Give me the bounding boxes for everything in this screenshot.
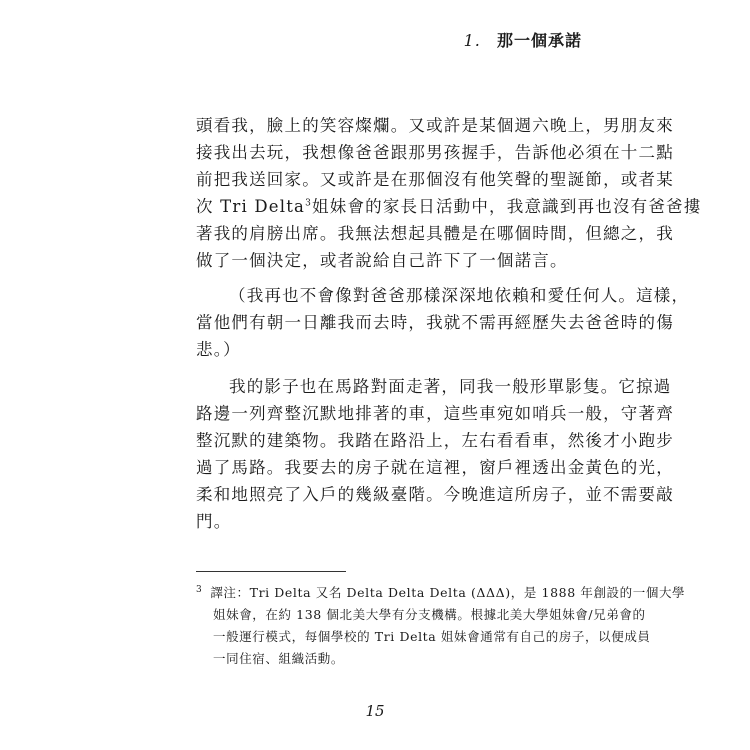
text-line: 路邊一列齊整沉默地排著的車，這些車宛如哨兵一般，守著齊 bbox=[196, 404, 674, 423]
text-line: 做了一個決定，或者說給自己許下了一個諾言。 bbox=[196, 251, 568, 270]
text-line: （我再也不會像對爸爸那樣深深地依賴和愛任何人。這樣， bbox=[229, 286, 690, 305]
text-line: 頭看我，臉上的笑容燦爛。又或許是某個週六晚上，男朋友來 bbox=[196, 116, 674, 135]
text-fragment: 次 Tri Delta bbox=[196, 197, 306, 216]
footnote-text: 譯注：Tri Delta 又名 Delta Delta Delta (ΔΔΔ)，是 1888 年創設的一個大學 bbox=[210, 585, 686, 600]
text-line: 過了馬路。我要去的房子就在這裡，窗戶裡透出金黃色的光， bbox=[196, 458, 674, 477]
text-fragment: 姐妹會的家長日活動中，我意識到再也沒有爸爸摟 bbox=[312, 197, 702, 216]
running-head bbox=[464, 28, 582, 51]
text-line-with-footnote bbox=[196, 193, 702, 220]
text-line: 整沉默的建築物。我踏在路沿上，左右看看車，然後才小跑步 bbox=[196, 431, 674, 450]
footnote-line: 姐妹會，在約 138 個北美大學有分支機構。根據北美大學姐妹會/兄弟會的 bbox=[213, 607, 646, 622]
text-line: 接我出去玩，我想像爸爸跟那男孩握手，告訴他必須在十二點 bbox=[196, 143, 674, 162]
chapter-number: 1. bbox=[463, 31, 481, 50]
footnote-line bbox=[196, 582, 686, 604]
footnote-line: 一般運行模式，每個學校的 Tri Delta 姐妹會通常有自己的房子，以便成員 bbox=[213, 629, 651, 644]
text-line: 前把我送回家。又或許是在那個沒有他笑聲的聖誕節，或者某 bbox=[196, 170, 674, 189]
text-line: 著我的肩膀出席。我無法想起具體是在哪個時間，但總之，我 bbox=[196, 224, 674, 243]
footnote-marker: 3 bbox=[196, 584, 203, 595]
text-line: 柔和地照亮了入戶的幾級臺階。今晚進這所房子，並不需要敲 bbox=[196, 485, 674, 504]
chapter-title: 那一個承諾 bbox=[496, 31, 582, 50]
footnote bbox=[196, 582, 686, 670]
page-number: 15 bbox=[365, 702, 385, 720]
paragraph-2 bbox=[196, 282, 690, 363]
text-line: 我的影子也在馬路對面走著，同我一般形單影隻。它掠過 bbox=[229, 377, 672, 396]
footnote-line: 一同住宿、組織活動。 bbox=[213, 651, 345, 666]
footnote-reference: 3 bbox=[305, 198, 313, 209]
paragraph-1 bbox=[196, 112, 702, 274]
paragraph-3 bbox=[196, 373, 674, 535]
text-line: 悲。） bbox=[196, 340, 241, 359]
text-line: 當他們有朝一日離我而去時，我就不需再經歷失去爸爸時的傷 bbox=[196, 313, 674, 332]
footnote-divider bbox=[196, 571, 346, 572]
text-line: 門。 bbox=[196, 512, 232, 531]
